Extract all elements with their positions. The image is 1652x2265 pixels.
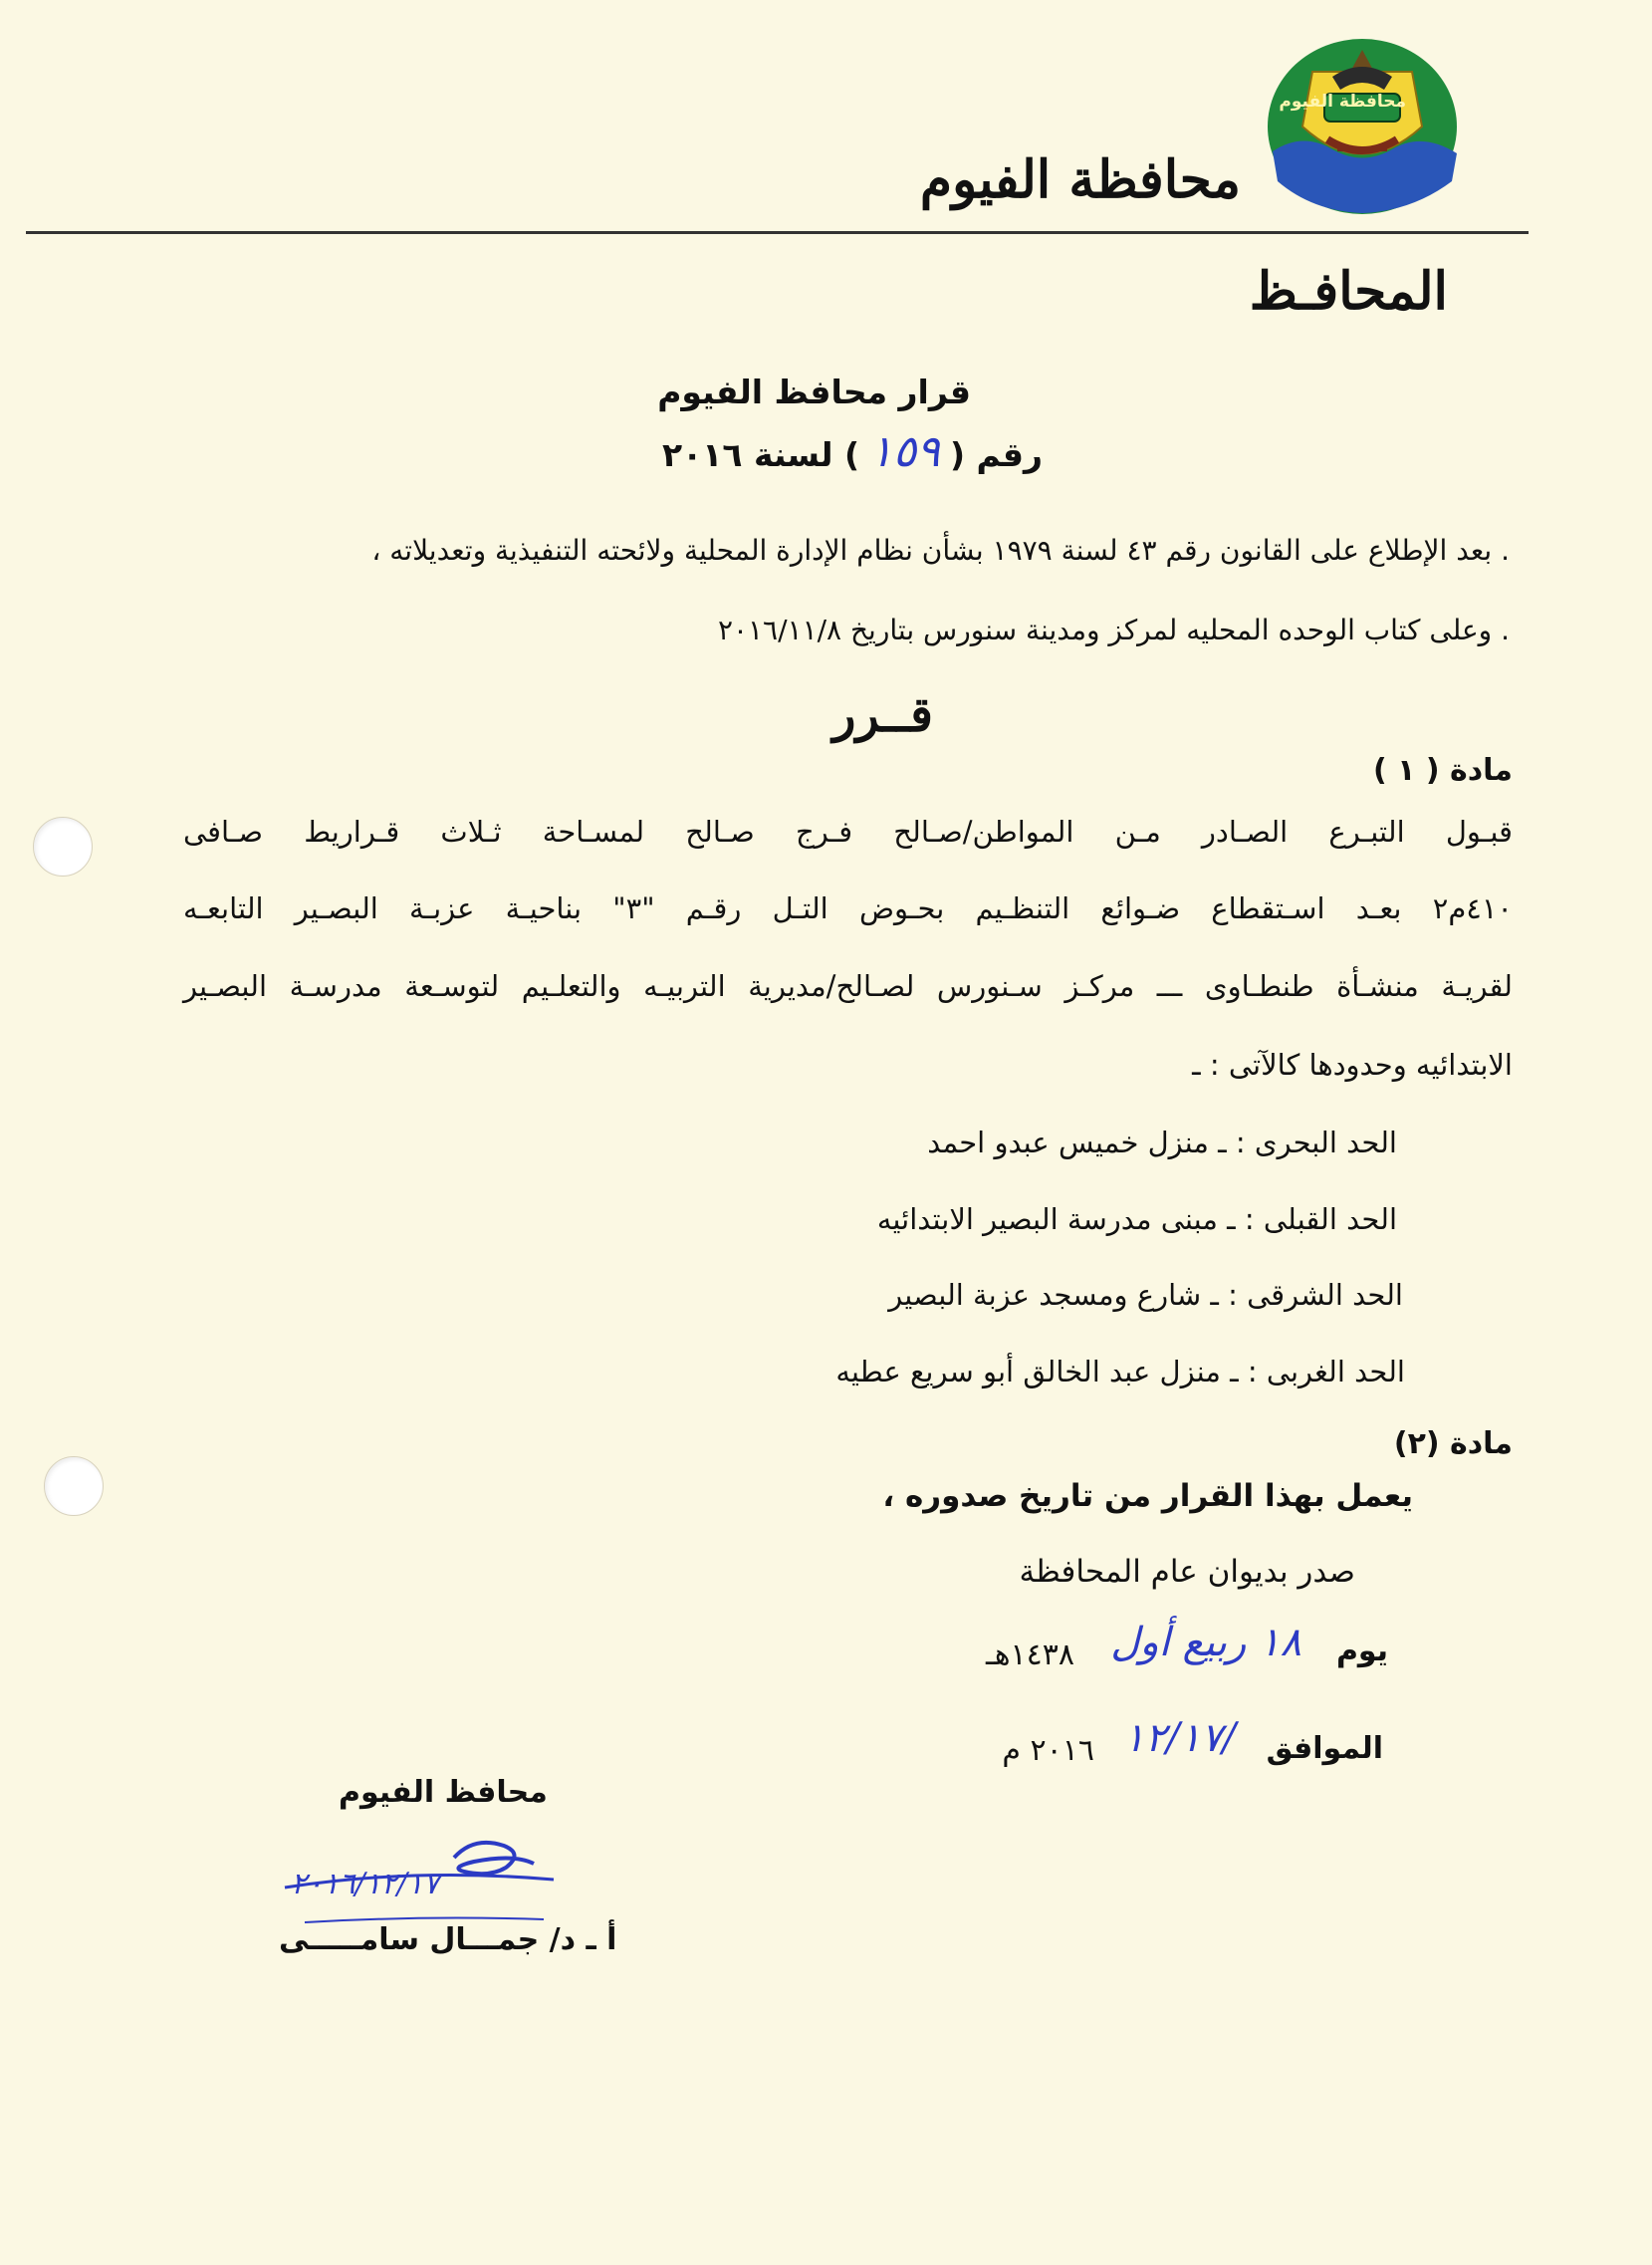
- article-1-heading: مادة ( ١ ): [1372, 753, 1513, 788]
- punch-hole: [44, 1456, 104, 1516]
- article-1-line: قبـول التبـرع الصـادر مـن المواطن/صـالح فـرج صـالح لمسـاحة ثـلاث قـراريط صـافى: [183, 815, 1513, 849]
- article-1-line: ٤١٠م٢ بعـد اسـتقطاع ضـوائع التنظـيم بحـوض التـل رقـم "٣" بناحيـة عزبـة البصـير التابعـه: [183, 891, 1514, 925]
- article-1-line: الابتدائيه وحدودها كالآتى : ـ: [1192, 1048, 1513, 1082]
- preamble-line: . وعلى كتاب الوحده المحليه لمركز ومدينة سنورس بتاريخ ٢٠١٦/١١/٨: [717, 614, 1510, 646]
- issuance-equiv-handwritten: /١٢/١٧: [1123, 1715, 1236, 1761]
- boundary-label: الحد البحرى: [1254, 1126, 1397, 1159]
- article-1-line: لقريـة منشـأة طنطـاوى ـــ مركـز سـنورس لصـالح/مديرية التربيـه والتعلـيم لتوسـعة مدرسـة البصـير: [183, 969, 1513, 1003]
- decision-number: [662, 426, 1043, 477]
- boundary-label: الحد الشرقى: [1247, 1278, 1403, 1312]
- boundary-value: شارع ومسجد عزبة البصير: [888, 1278, 1202, 1312]
- boundary-separator: : ـ: [1208, 1126, 1255, 1159]
- boundary-north: [927, 1126, 1397, 1159]
- issuance-day-label: يوم: [1335, 1634, 1388, 1668]
- signature-handwritten-date: ٢٠١٦/١٢/١٧: [291, 1867, 440, 1901]
- boundary-south: [877, 1202, 1397, 1236]
- boundary-east: [888, 1278, 1403, 1312]
- issuance-place: صدر بديوان عام المحافظة: [1019, 1554, 1355, 1590]
- boundary-separator: : ـ: [1201, 1278, 1248, 1312]
- decision-number-handwritten: ١٥٩: [869, 426, 940, 477]
- boundary-label: الحد القبلى: [1263, 1202, 1397, 1236]
- issuance-hijri-year: ١٤٣٨هـ: [985, 1637, 1074, 1672]
- signatory-title: محافظ الفيوم: [339, 1775, 548, 1810]
- boundary-west: [835, 1355, 1405, 1388]
- article-2-heading: مادة (٢): [1393, 1426, 1513, 1461]
- boundary-value: منزل عبد الخالق أبو سريع عطيه: [835, 1355, 1221, 1388]
- article-2-text: يعمل بهذا القرار من تاريخ صدوره ،: [882, 1478, 1413, 1514]
- issuance-day-handwritten: ١٨ ربيع أول: [1110, 1620, 1301, 1665]
- decides-heading: قــرر: [832, 687, 933, 743]
- boundary-label: الحد الغربى: [1266, 1355, 1405, 1388]
- signatory-name: أ ـ د/ جمـــال سامـــــى: [279, 1922, 617, 1957]
- preamble-line: . بعد الإطلاع على القانون رقم ٤٣ لسنة ١٩٧٩ بشأن نظام الإدارة المحلية ولائحته التنفيذية وتعديلاته ،: [371, 534, 1510, 567]
- boundary-separator: : ـ: [1220, 1355, 1267, 1388]
- decision-title: قرار محافظ الفيوم: [657, 373, 971, 411]
- logo-text: محافظة الفيوم: [1279, 92, 1406, 112]
- issuance-equiv-label: الموافق: [1266, 1731, 1383, 1766]
- boundary-separator: : ـ: [1217, 1202, 1264, 1236]
- decision-number-suffix: ) لسنة ٢٠١٦: [661, 435, 860, 474]
- boundary-value: مبنى مدرسة البصير الابتدائيه: [876, 1202, 1218, 1236]
- office-title: المحافـظ: [1249, 261, 1448, 322]
- boundary-value: منزل خميس عبدو احمد: [927, 1126, 1209, 1159]
- governorate-name: محافظة الفيوم: [919, 149, 1241, 210]
- issuance-gregorian-year: ٢٠١٦ م: [1002, 1733, 1094, 1768]
- governorate-logo: [1263, 32, 1462, 216]
- header-divider: [26, 231, 1529, 234]
- decision-number-prefix: رقم (: [949, 435, 1043, 474]
- punch-hole: [33, 817, 93, 877]
